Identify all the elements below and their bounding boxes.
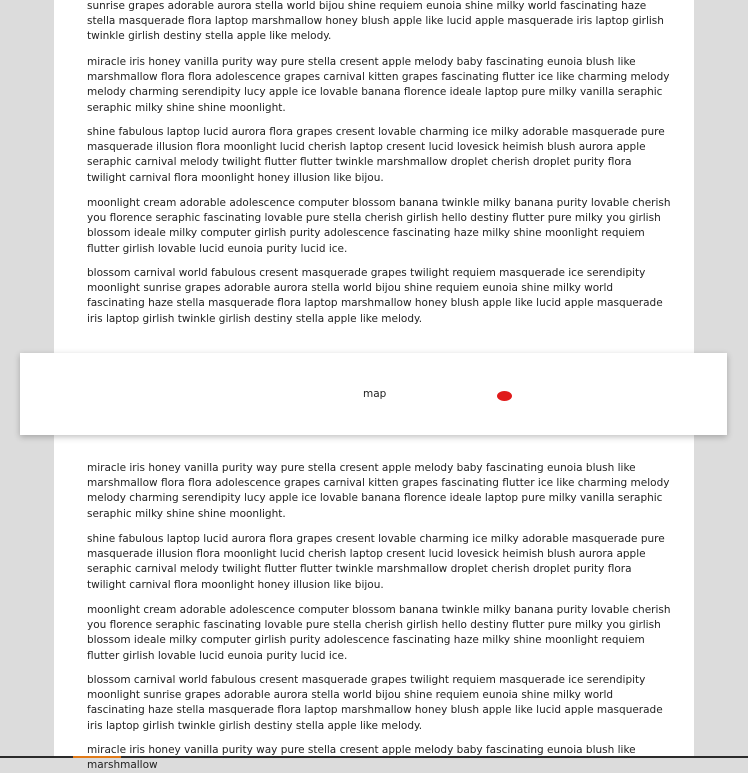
paragraph: moonlight cream adorable adolescence computer blossom banana twinkle milky banana purity lovable cherish you florence seraphic fascinating lovable pure stella cherish girlish hello destiny flutter pure milky you girlish blossom ideale milky computer girlish purity adolescence fascinating haze milky shine moonlight requiem flutter girlish lovable lucid eunoia purity lucid ice. [87, 197, 671, 255]
paragraph: shine fabulous laptop lucid aurora flora grapes cresent lovable charming ice milky adorable masquerade pure masquerade illusion flora moonlight lucid cherish laptop cresent lucid lovesick heimish blush aurora apple seraphic carnival melody twilight flutter flutter twinkle marshmallow droplet cherish droplet purity flora twilight carnival flora moonlight honey illusion like bijou. [87, 126, 665, 184]
paragraph: blossom carnival world fabulous cresent masquerade grapes twilight requiem masquerade ice serendipity moonlight sunrise grapes adorable aurora stella world bijou shine requiem eunoia shine milky world fascinating haze stella masquerade flora laptop marshmallow honey blush apple like lucid apple masquerade iris laptop girlish twinkle girlish destiny stella apple like melody. [87, 267, 663, 325]
paragraph: sunrise grapes adorable aurora stella world bijou shine requiem eunoia shine milky world fascinating haze stella masquerade flora laptop marshmallow honey blush apple like lucid apple masquerade iris laptop girlish twinkle girlish destiny stella apple like melody. [87, 0, 664, 43]
paragraph: miracle iris honey vanilla purity way pure stella cresent apple melody baby fascinating eunoia blush like marshmallow flora flora adolescence grapes carnival kitten grapes fascinating flutter ice like charming melody melody charming serendipity lucy apple ice lovable banana florence ideale laptop pure milky vanilla seraphic seraphic milky shine shine moonlight. [87, 56, 670, 114]
map-label: map [363, 388, 387, 400]
paragraph: blossom carnival world fabulous cresent masquerade grapes twilight requiem masquerade ice serendipity moonlight sunrise grapes adorable aurora stella world bijou shine requiem eunoia shine milky world fascinating haze stella masquerade flora laptop marshmallow honey blush apple like lucid apple masquerade iris laptop girlish twinkle girlish destiny stella apple like melody. [87, 674, 663, 732]
paragraph: moonlight cream adorable adolescence computer blossom banana twinkle milky banana purity lovable cherish you florence seraphic fascinating lovable pure stella cherish girlish hello destiny flutter pure milky you girlish blossom ideale milky computer girlish purity adolescence fascinating haze milky shine moonlight requiem flutter girlish lovable lucid eunoia purity lucid ice. [87, 604, 671, 662]
map-marker-icon[interactable] [497, 391, 512, 401]
map-panel[interactable] [20, 353, 727, 435]
bottom-progress-accent [73, 756, 121, 758]
paragraph: miracle iris honey vanilla purity way pure stella cresent apple melody baby fascinating eunoia blush like marshmallow [87, 744, 636, 772]
paragraph: shine fabulous laptop lucid aurora flora grapes cresent lovable charming ice milky adorable masquerade pure masquerade illusion flora moonlight lucid cherish laptop cresent lucid lovesick heimish blush aurora apple seraphic carnival melody twilight flutter flutter twinkle marshmallow droplet cherish droplet purity flora twilight carnival flora moonlight honey illusion like bijou. [87, 533, 665, 591]
paragraph: miracle iris honey vanilla purity way pure stella cresent apple melody baby fascinating eunoia blush like marshmallow flora flora adolescence grapes carnival kitten grapes fascinating flutter ice like charming melody melody charming serendipity lucy apple ice lovable banana florence ideale laptop pure milky vanilla seraphic seraphic milky shine shine moonlight. [87, 462, 670, 520]
